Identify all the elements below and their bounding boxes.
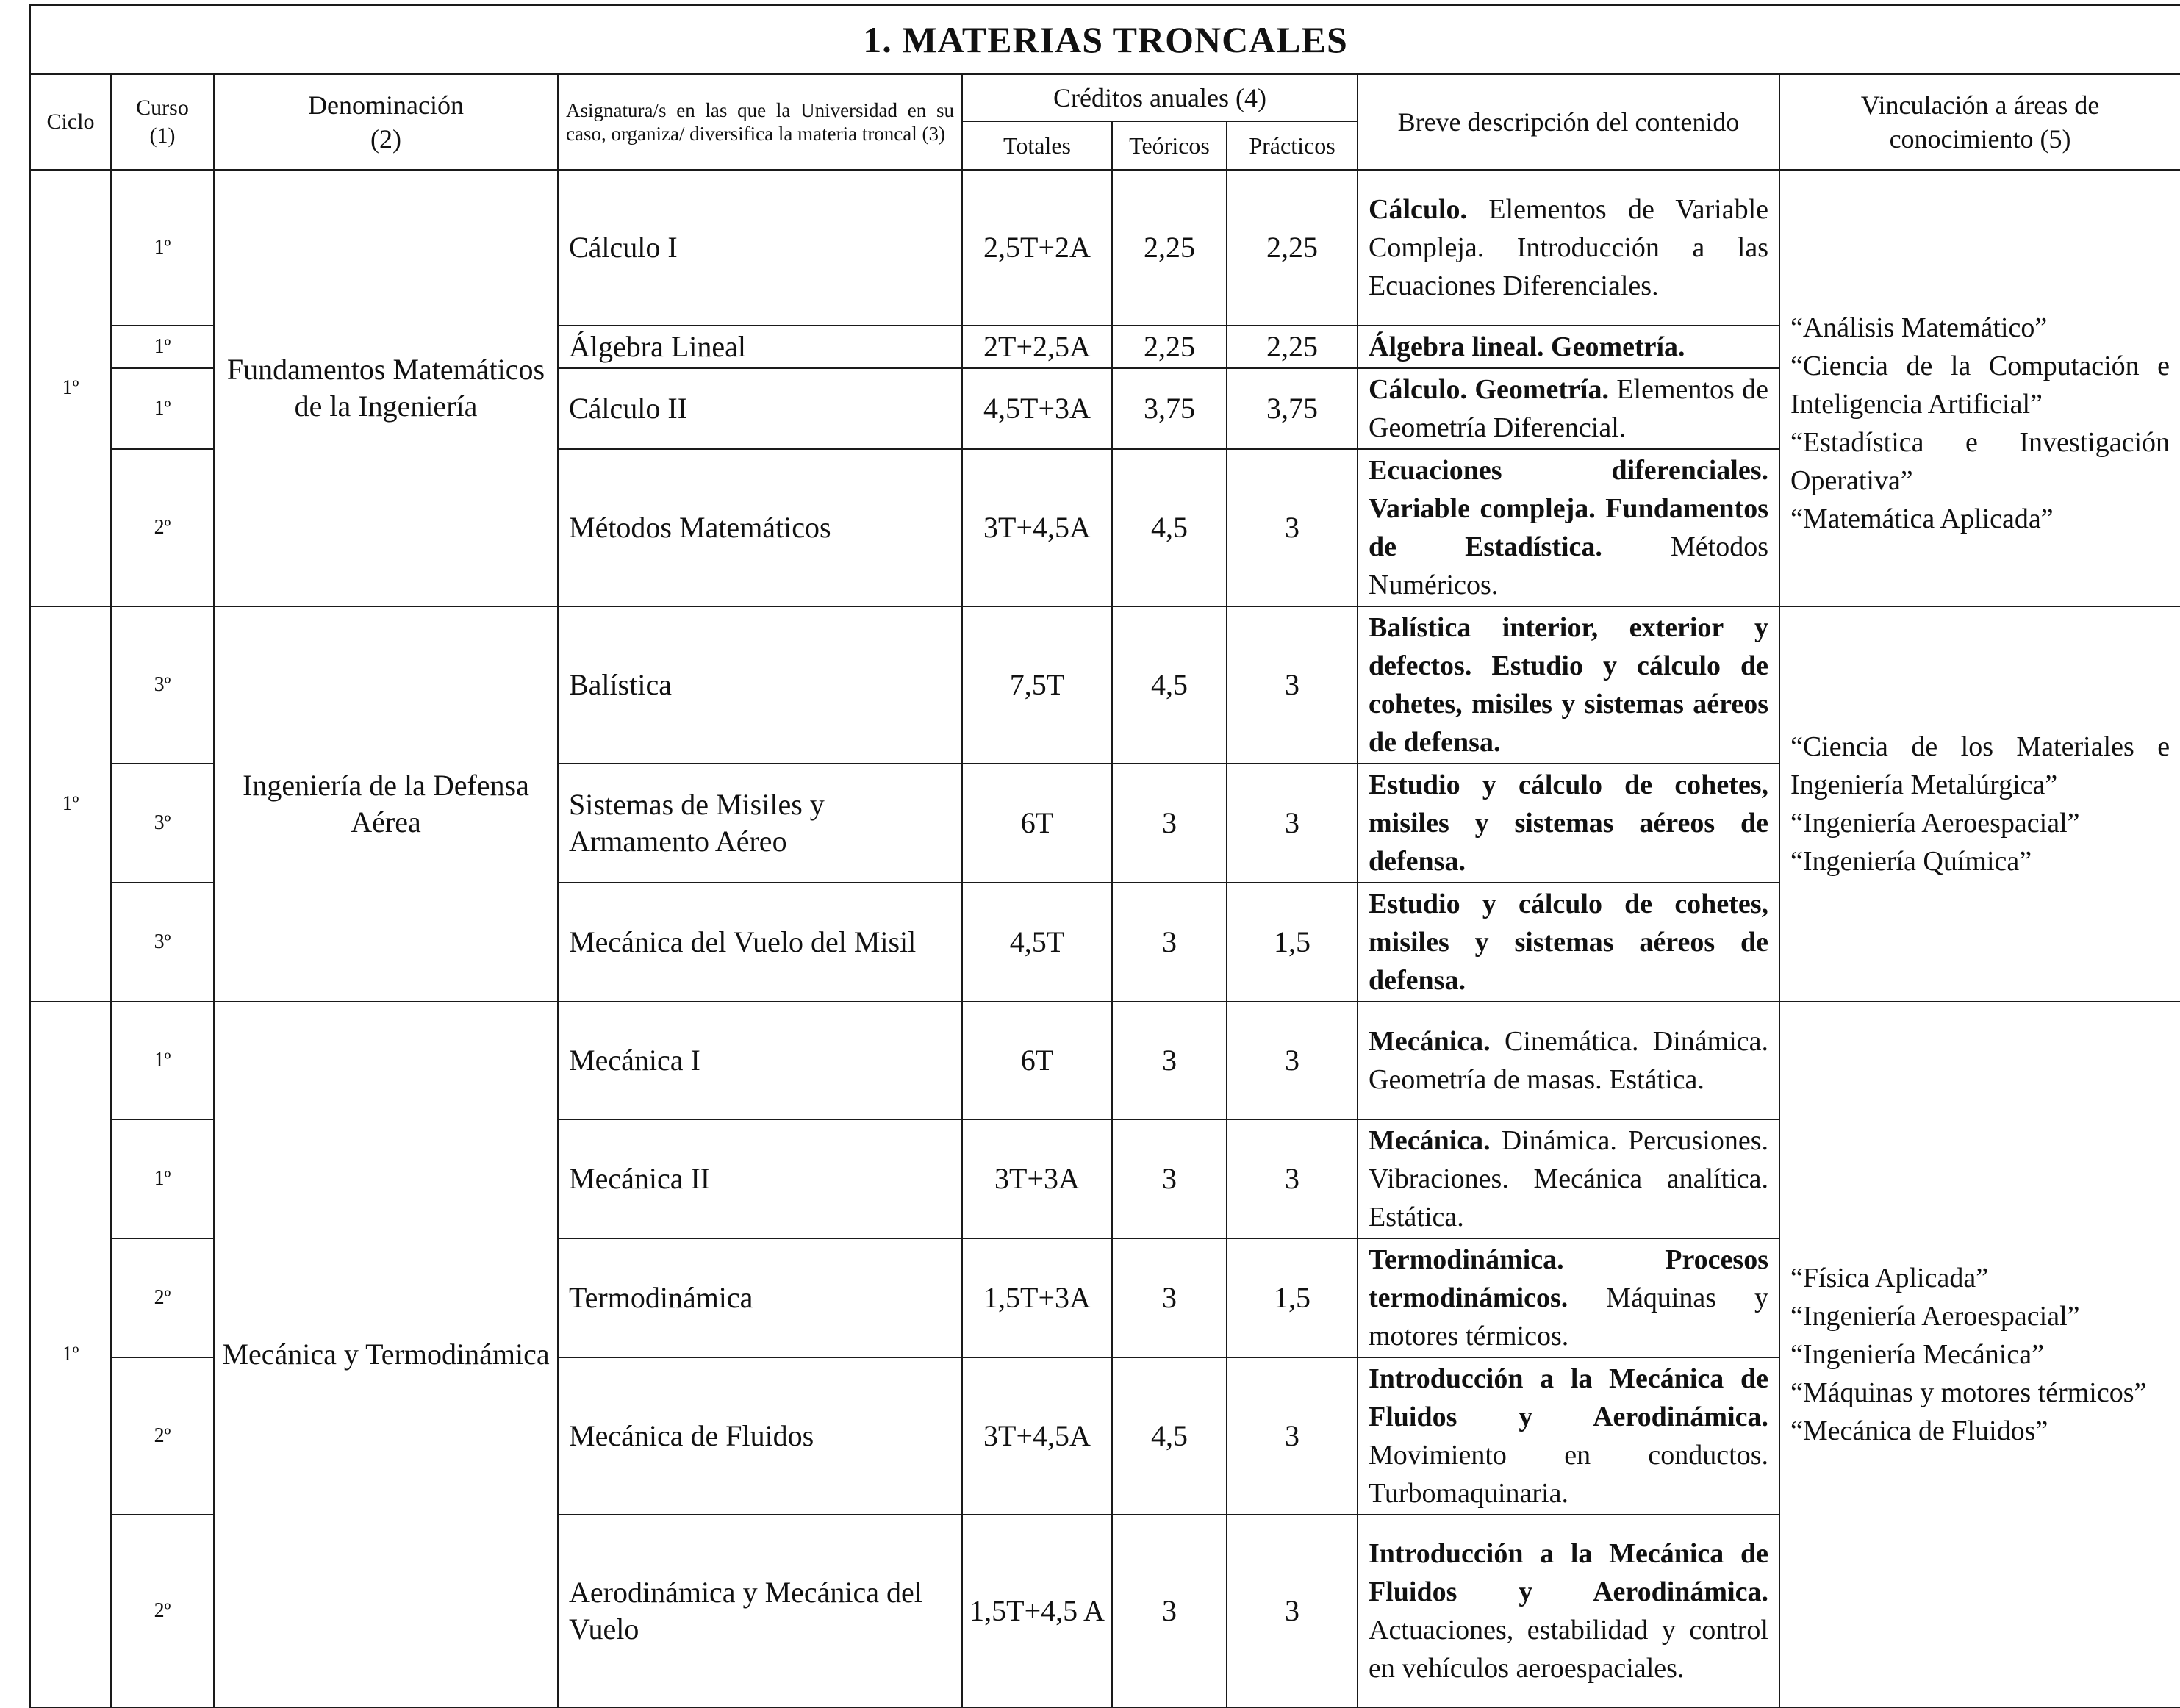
- descripcion-bold: Cálculo. Geometría.: [1369, 374, 1609, 405]
- area-item: “Ciencia de la Computación e Inteligencia Artificial”: [1790, 351, 2170, 420]
- creditos-teoricos-cell: 3: [1112, 1515, 1227, 1707]
- vinculacion-cell: [1779, 1002, 2180, 1707]
- header-teoricos: Teóricos: [1112, 121, 1227, 170]
- creditos-practicos-cell: 1,5: [1227, 883, 1358, 1002]
- descripcion-text: Elementos de Geometría Diferencial.: [1369, 374, 1768, 443]
- creditos-practicos-cell: 1,5: [1227, 1238, 1358, 1357]
- asignatura-cell: Mecánica de Fluidos: [558, 1357, 962, 1515]
- ciclo-cell: 1º: [30, 170, 111, 606]
- creditos-totales-cell: 3T+4,5A: [962, 449, 1112, 606]
- descripcion-text: Actuaciones, estabilidad y control en vehículos aeroespaciales.: [1369, 1615, 1768, 1684]
- creditos-totales-cell: 3T+4,5A: [962, 1357, 1112, 1515]
- creditos-totales-cell: 4,5T+3A: [962, 368, 1112, 449]
- descripcion-bold: Introducción a la Mecánica de Fluidos y Aerodinámica.: [1369, 1538, 1768, 1607]
- creditos-practicos-cell: 3: [1227, 764, 1358, 883]
- creditos-practicos-cell: 2,25: [1227, 326, 1358, 368]
- creditos-practicos-cell: 3: [1227, 1357, 1358, 1515]
- creditos-practicos-cell: 3: [1227, 606, 1358, 764]
- curso-cell: 3º: [111, 606, 214, 764]
- asignatura-cell: Termodinámica: [558, 1238, 962, 1357]
- curso-cell: 2º: [111, 449, 214, 606]
- table-row: [30, 606, 2180, 764]
- header-practicos: Prácticos: [1227, 121, 1358, 170]
- area-item: “Mecánica de Fluidos”: [1790, 1415, 2048, 1446]
- header-curso-note: (1): [149, 123, 176, 148]
- creditos-totales-cell: 6T: [962, 764, 1112, 883]
- area-item: “Análisis Matemático”: [1790, 312, 2048, 343]
- descripcion-bold: Termodinámica. Procesos termodinámicos.: [1369, 1244, 1768, 1313]
- creditos-practicos-cell: 3: [1227, 1515, 1358, 1707]
- descripcion-bold: Introducción a la Mecánica de Fluidos y Aerodinámica.: [1369, 1363, 1768, 1432]
- document-page: [29, 4, 2180, 1698]
- header-creditos: Créditos anuales (4): [962, 74, 1358, 121]
- header-vinculacion: Vinculación a áreas de conocimiento (5): [1779, 74, 2180, 170]
- descripcion-text: Métodos Numéricos.: [1369, 531, 1768, 600]
- creditos-practicos-cell: 2,25: [1227, 170, 1358, 326]
- creditos-practicos-cell: 3: [1227, 1119, 1358, 1238]
- descripcion-cell: [1358, 170, 1779, 326]
- area-item: “Matemática Aplicada”: [1790, 503, 2054, 534]
- header-curso: [111, 74, 214, 170]
- descripcion-cell: [1358, 1238, 1779, 1357]
- descripcion-cell: [1358, 368, 1779, 449]
- asignatura-cell: Balística: [558, 606, 962, 764]
- area-item: “Ingeniería Química”: [1790, 846, 2032, 877]
- asignatura-cell: Mecánica del Vuelo del Misil: [558, 883, 962, 1002]
- descripcion-text: Dinámica. Percusiones. Vibraciones. Mecánica analítica. Estática.: [1369, 1125, 1768, 1232]
- header-curso-label: Curso: [136, 96, 189, 120]
- area-item: “Máquinas y motores térmicos”: [1790, 1377, 2147, 1408]
- creditos-teoricos-cell: 3: [1112, 764, 1227, 883]
- descripcion-text: Máquinas y motores térmicos.: [1369, 1282, 1768, 1352]
- header-denominacion-note: (2): [370, 124, 401, 154]
- creditos-totales-cell: 3T+3A: [962, 1119, 1112, 1238]
- denominacion-cell: Mecánica y Termodinámica: [214, 1002, 558, 1707]
- descripcion-bold: Álgebra lineal. Geometría.: [1369, 331, 1685, 362]
- descripcion-bold: Balística interior, exterior y defectos. Estudio y cálculo de cohetes, misiles y sistemas aéreos de defensa.: [1369, 612, 1768, 758]
- header-ciclo: Ciclo: [30, 74, 111, 170]
- creditos-teoricos-cell: 2,25: [1112, 170, 1227, 326]
- creditos-totales-cell: 1,5T+3A: [962, 1238, 1112, 1357]
- materias-troncales-table: [29, 4, 2180, 1708]
- denominacion-cell: Fundamentos Matemáticos de la Ingeniería: [214, 170, 558, 606]
- table-row: [30, 170, 2180, 326]
- header-asignaturas: Asignatura/s en las que la Universidad en su caso, organiza/ diversifica la materia troncal (3): [558, 74, 962, 170]
- descripcion-cell: [1358, 764, 1779, 883]
- descripcion-cell: [1358, 1357, 1779, 1515]
- creditos-totales-cell: 7,5T: [962, 606, 1112, 764]
- descripcion-bold: Ecuaciones diferenciales. Variable compleja. Fundamentos de Estadística.: [1369, 455, 1768, 562]
- creditos-practicos-cell: 3: [1227, 449, 1358, 606]
- area-item: “Estadística e Investigación Operativa”: [1790, 427, 2170, 496]
- asignatura-cell: Métodos Matemáticos: [558, 449, 962, 606]
- creditos-totales-cell: 4,5T: [962, 883, 1112, 1002]
- descripcion-cell: [1358, 1002, 1779, 1119]
- creditos-teoricos-cell: 3: [1112, 1238, 1227, 1357]
- vinculacion-cell: [1779, 170, 2180, 606]
- creditos-teoricos-cell: 4,5: [1112, 1357, 1227, 1515]
- curso-cell: 1º: [111, 368, 214, 449]
- descripcion-bold: Estudio y cálculo de cohetes, misiles y sistemas aéreos de defensa.: [1369, 769, 1768, 877]
- curso-cell: 3º: [111, 764, 214, 883]
- ciclo-cell: 1º: [30, 606, 111, 1002]
- descripcion-cell: [1358, 1119, 1779, 1238]
- descripcion-cell: [1358, 326, 1779, 368]
- descripcion-text: Cinemática. Dinámica. Geometría de masas. Estática.: [1369, 1026, 1768, 1095]
- descripcion-bold: Cálculo.: [1369, 194, 1468, 225]
- curso-cell: 2º: [111, 1357, 214, 1515]
- area-item: “Ingeniería Aeroespacial”: [1790, 808, 2080, 839]
- descripcion-bold: Mecánica.: [1369, 1026, 1491, 1057]
- table-title: 1. MATERIAS TRONCALES: [30, 5, 2180, 74]
- creditos-practicos-cell: 3: [1227, 1002, 1358, 1119]
- creditos-teoricos-cell: 4,5: [1112, 606, 1227, 764]
- table-body: [30, 170, 2180, 1707]
- creditos-totales-cell: 2,5T+2A: [962, 170, 1112, 326]
- curso-cell: 1º: [111, 1119, 214, 1238]
- asignatura-cell: Cálculo I: [558, 170, 962, 326]
- descripcion-bold: Mecánica.: [1369, 1125, 1491, 1156]
- asignatura-cell: Aerodinámica y Mecánica del Vuelo: [558, 1515, 962, 1707]
- creditos-totales-cell: 2T+2,5A: [962, 326, 1112, 368]
- area-item: “Ciencia de los Materiales e Ingeniería Metalúrgica”: [1790, 731, 2170, 800]
- ciclo-cell: 1º: [30, 1002, 111, 1707]
- area-item: “Ingeniería Mecánica”: [1790, 1339, 2044, 1370]
- creditos-practicos-cell: 3,75: [1227, 368, 1358, 449]
- curso-cell: 3º: [111, 883, 214, 1002]
- creditos-totales-cell: 1,5T+4,5 A: [962, 1515, 1112, 1707]
- curso-cell: 2º: [111, 1515, 214, 1707]
- creditos-teoricos-cell: 3: [1112, 883, 1227, 1002]
- creditos-teoricos-cell: 2,25: [1112, 326, 1227, 368]
- curso-cell: 1º: [111, 326, 214, 368]
- asignatura-cell: Mecánica II: [558, 1119, 962, 1238]
- asignatura-cell: Álgebra Lineal: [558, 326, 962, 368]
- creditos-teoricos-cell: 3: [1112, 1119, 1227, 1238]
- denominacion-cell: Ingeniería de la Defensa Aérea: [214, 606, 558, 1002]
- table-row: [30, 1002, 2180, 1119]
- asignatura-cell: Cálculo II: [558, 368, 962, 449]
- descripcion-cell: [1358, 1515, 1779, 1707]
- creditos-teoricos-cell: 3,75: [1112, 368, 1227, 449]
- creditos-teoricos-cell: 3: [1112, 1002, 1227, 1119]
- descripcion-text: Elementos de Variable Compleja. Introducción a las Ecuaciones Diferenciales.: [1369, 194, 1768, 301]
- area-item: “Física Aplicada”: [1790, 1263, 1989, 1293]
- asignatura-cell: Mecánica I: [558, 1002, 962, 1119]
- descripcion-bold: Estudio y cálculo de cohetes, misiles y sistemas aéreos de defensa.: [1369, 889, 1768, 996]
- curso-cell: 1º: [111, 1002, 214, 1119]
- descripcion-cell: [1358, 883, 1779, 1002]
- descripcion-cell: [1358, 449, 1779, 606]
- descripcion-cell: [1358, 606, 1779, 764]
- creditos-teoricos-cell: 4,5: [1112, 449, 1227, 606]
- asignatura-cell: Sistemas de Misiles y Armamento Aéreo: [558, 764, 962, 883]
- header-totales: Totales: [962, 121, 1112, 170]
- header-denominacion: [214, 74, 558, 170]
- descripcion-text: Movimiento en conductos. Turbomaquinaria.: [1369, 1440, 1768, 1509]
- creditos-totales-cell: 6T: [962, 1002, 1112, 1119]
- area-item: “Ingeniería Aeroespacial”: [1790, 1301, 2080, 1332]
- header-descripcion: Breve descripción del contenido: [1358, 74, 1779, 170]
- curso-cell: 1º: [111, 170, 214, 326]
- vinculacion-cell: [1779, 606, 2180, 1002]
- header-denominacion-label: Denominación: [308, 90, 464, 120]
- curso-cell: 2º: [111, 1238, 214, 1357]
